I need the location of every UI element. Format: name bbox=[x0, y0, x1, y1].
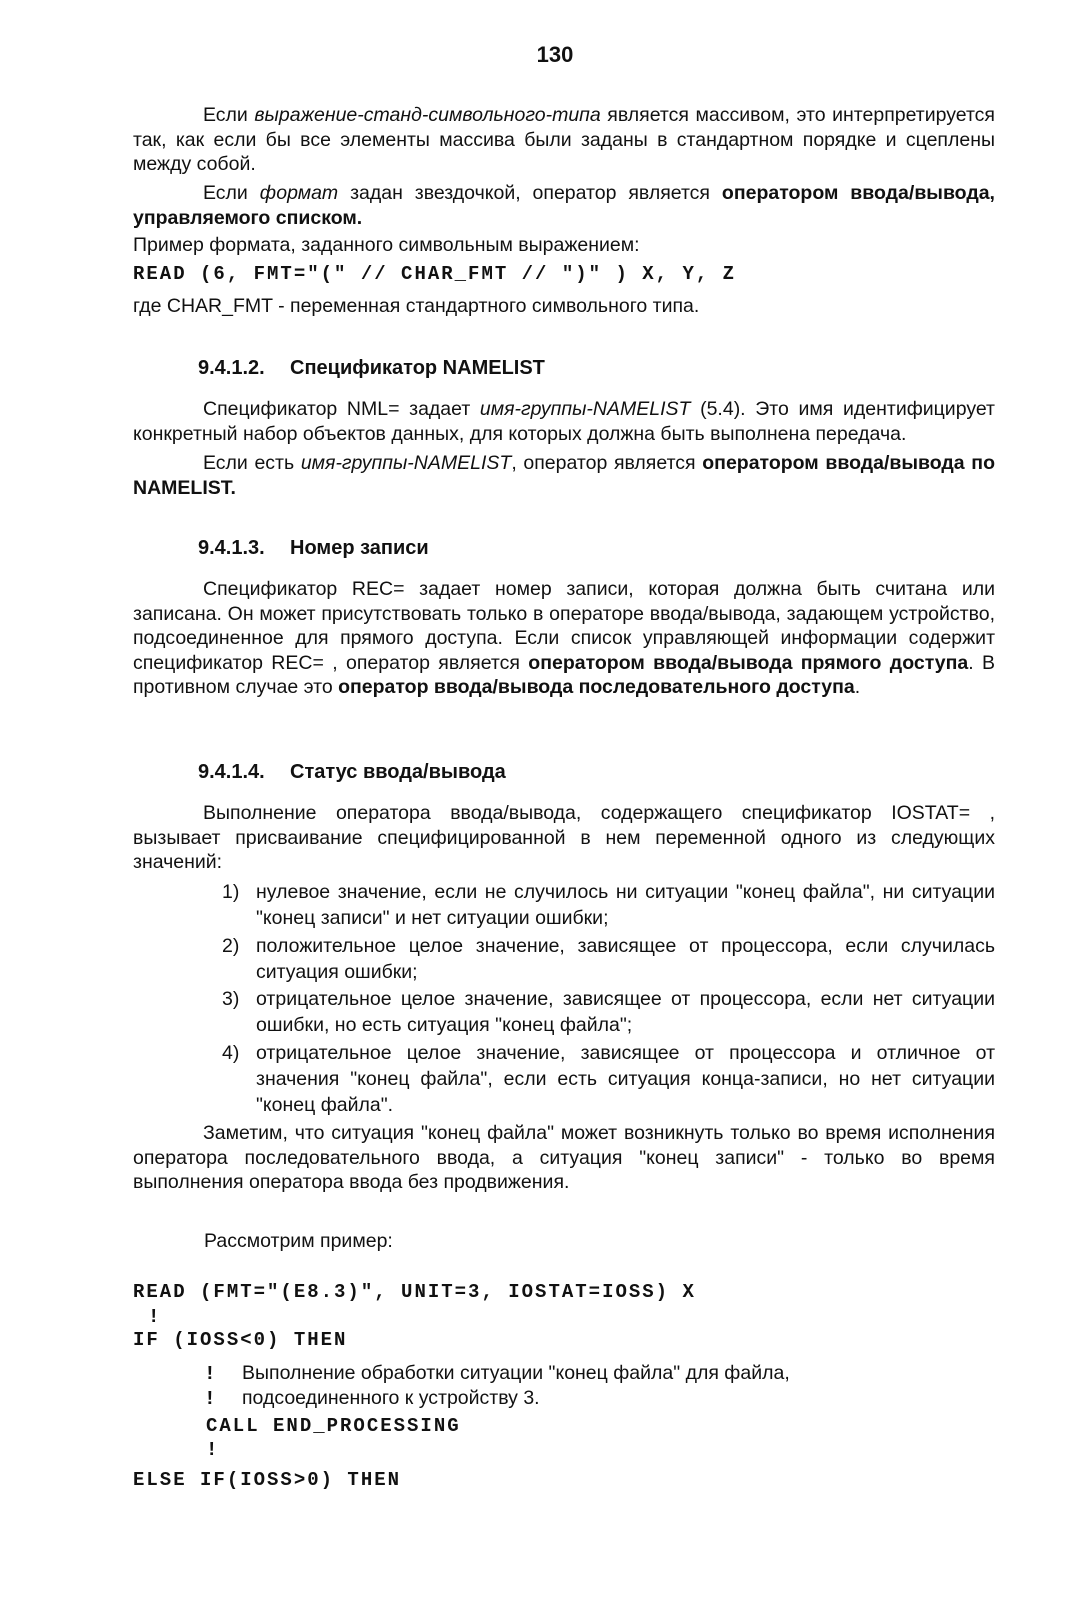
bold-term: оператором ввода/вывода прямого доступа bbox=[528, 651, 969, 674]
bold-term: оператором ввода/вывода по NAMELIST. bbox=[133, 452, 995, 499]
text-run: Спецификатор NML= задает bbox=[203, 398, 480, 420]
paragraph-namelist-operator bbox=[133, 451, 995, 500]
section-number: 9.4.1.4. bbox=[198, 761, 265, 783]
text-run: является массивом, это интерпретируется так, как если бы все элементы массива были заданы в стандартном порядке и сцеплены между собой. bbox=[133, 104, 995, 175]
section-title: Спецификатор NAMELIST bbox=[290, 357, 545, 379]
text-run: . В противном случае это bbox=[133, 651, 995, 698]
bold-term: оператором ввода/вывода, управляемого списком. bbox=[133, 182, 995, 229]
bold-term: оператор ввода/вывода последовательного доступа bbox=[338, 676, 855, 698]
code-comment-line bbox=[204, 1385, 540, 1412]
paragraph-nml-specifier bbox=[133, 397, 995, 446]
list-number: 4) bbox=[222, 1042, 240, 1064]
italic-term: выражение-станд-символьного-типа bbox=[254, 104, 601, 126]
section-title: Номер записи bbox=[290, 537, 429, 559]
code-line-else-if: ELSE IF(IOSS>0) THEN bbox=[133, 1469, 402, 1491]
comment-mark: ! bbox=[204, 1388, 216, 1410]
paragraph-end-of-file-note: Заметим, что ситуация "конец файла" может возникнуть только во время исполнения оператора последовательного ввода, а ситуация "конец записи" - только во время выполнения оператора ввода без продвижения. bbox=[133, 1122, 995, 1193]
code-line-read: READ (FMT="(E8.3)", UNIT=3, IOSTAT=IOSS) X bbox=[133, 1281, 696, 1303]
text-run: Спецификатор REC= задает номер записи, которая должна быть считана или записана. Он может присутствовать только в операторе ввода/вывода, задающем устройство, подсоединенное для прямого доступа. Если список управляющей информации содержит спецификатор REC= , оператор является bbox=[133, 578, 995, 674]
list-number: 1) bbox=[222, 881, 240, 903]
code-line-comment-mark: ! bbox=[206, 1439, 220, 1461]
list-item bbox=[222, 986, 995, 1038]
paragraph-rec-specifier bbox=[133, 577, 995, 700]
code-read-format: READ (6, FMT="(" // CHAR_FMT // ")" ) X, Y, Z bbox=[133, 263, 737, 285]
italic-term: имя-группы-NAMELIST bbox=[479, 398, 691, 420]
paragraph-list-directed bbox=[133, 181, 995, 230]
comment-mark: ! bbox=[204, 1363, 216, 1385]
italic-term: формат bbox=[259, 182, 339, 204]
code-line-if: IF (IOSS<0) THEN bbox=[133, 1329, 348, 1351]
list-text: положительное целое значение, зависящее от процессора, если случилась ситуация ошибки; bbox=[256, 935, 995, 983]
text-run: Если bbox=[203, 182, 260, 204]
code-line-comment-mark: ! bbox=[148, 1306, 162, 1328]
paragraph-example-intro: Рассмотрим пример: bbox=[204, 1230, 393, 1252]
list-item bbox=[222, 1040, 995, 1118]
page-number: 130 bbox=[536, 42, 574, 67]
text-run: Если bbox=[203, 104, 255, 126]
comment-text: подсоединенного к устройству 3. bbox=[242, 1387, 540, 1409]
list-item bbox=[222, 933, 995, 985]
section-heading-namelist bbox=[198, 357, 545, 380]
list-item bbox=[222, 879, 995, 931]
list-text: отрицательное целое значение, зависящее от процессора, если нет ситуации ошибки, но есть ситуация "конец файла"; bbox=[256, 988, 995, 1036]
text-run: задан звездочкой, оператор является bbox=[338, 182, 722, 204]
list-text: отрицательное целое значение, зависящее от процессора и отличное от значения "конец файла", если есть ситуация конца-записи, но нет ситуации "конец файла". bbox=[256, 1042, 995, 1116]
section-heading-record-number bbox=[198, 537, 429, 560]
text-run: Если есть bbox=[203, 452, 301, 474]
list-number: 3) bbox=[222, 988, 240, 1010]
list-text: нулевое значение, если не случилось ни ситуации "конец файла", ни ситуации "конец записи" и нет ситуации ошибки; bbox=[256, 881, 995, 929]
paragraph-array-interpretation bbox=[133, 103, 995, 177]
comment-text: Выполнение обработки ситуации "конец файла" для файла, bbox=[242, 1362, 790, 1384]
section-number: 9.4.1.2. bbox=[198, 357, 265, 379]
code-line-call: CALL END_PROCESSING bbox=[206, 1415, 461, 1437]
paragraph-iostat: Выполнение оператора ввода/вывода, содержащего спецификатор IOSTAT= , вызывает присваивание специфицированной в нем переменной одного из следующих значений: bbox=[133, 802, 995, 873]
section-title: Статус ввода/вывода bbox=[290, 761, 506, 783]
section-number: 9.4.1.3. bbox=[198, 537, 265, 559]
code-comment-line bbox=[204, 1360, 790, 1387]
text-run: , оператор является bbox=[511, 452, 703, 474]
text-run: (5.4). Это имя идентифицирует конкретный набор объектов данных, для которых должна быть выполнена передача. bbox=[133, 398, 995, 445]
section-heading-io-status bbox=[198, 761, 506, 784]
italic-term: имя-группы-NAMELIST bbox=[300, 452, 512, 474]
list-number: 2) bbox=[222, 935, 240, 957]
paragraph-char-fmt: где CHAR_FMT - переменная стандартного символьного типа. bbox=[133, 295, 700, 317]
text-run: . bbox=[854, 676, 861, 698]
paragraph-format-example-intro: Пример формата, заданного символьным выражением: bbox=[133, 234, 640, 256]
